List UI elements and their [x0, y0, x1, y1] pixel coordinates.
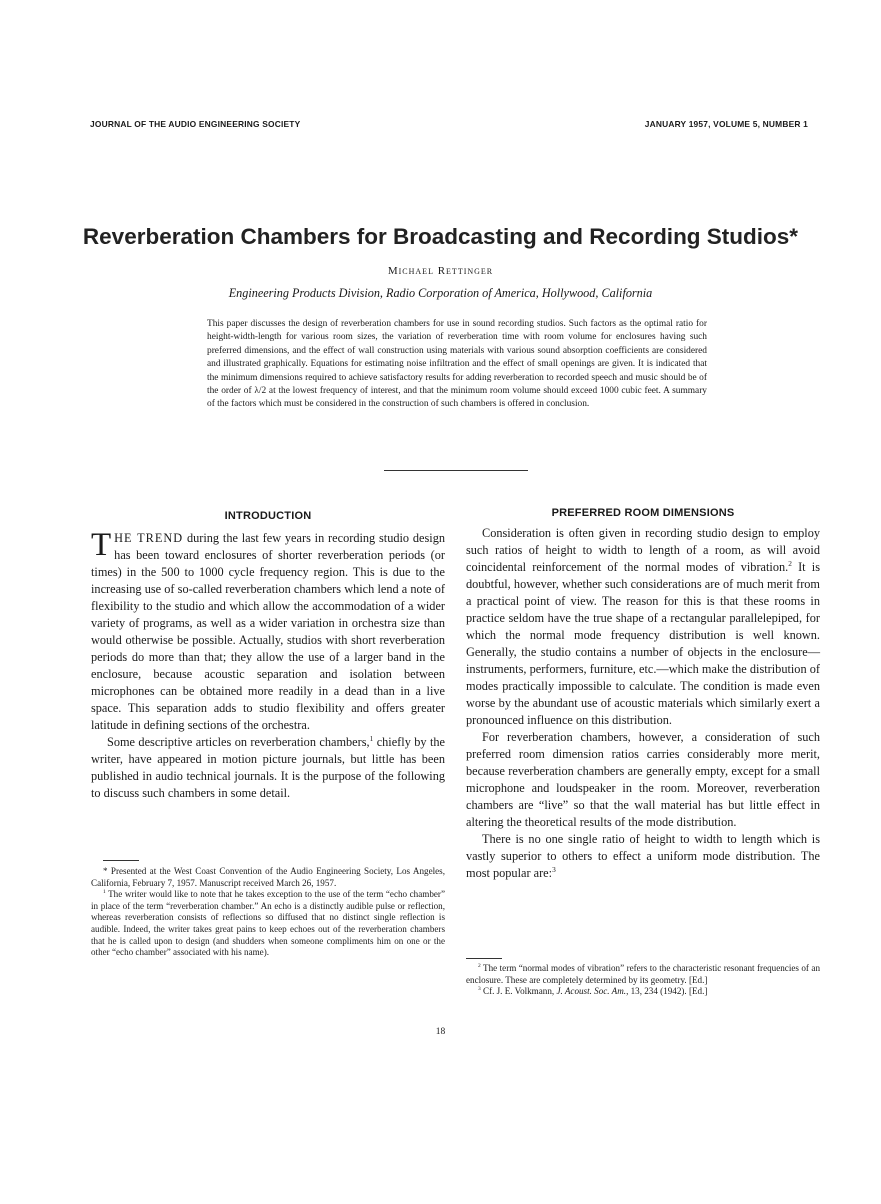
dimensions-paragraph-3: There is no one single ratio of height to width to length which is vastly superior to others to effect a uniform mode distribution. The most popular are:$^3$ — [466, 832, 820, 880]
footnote-2: $^2$ The term “normal modes of vibration” refers to the characteristic resonant frequencies of an enclosure. These are completely determined by its geometry. [Ed.] — [466, 962, 820, 985]
abstract: This paper discusses the design of reverberation chambers for use in sound recording studios. Such factors as the optimal ratio for height-width-length for various room sizes, the variation of reverberation time with room volume for enclosures having such preferred dimensions, and the effect of wall construction using materials with various sound absorption coefficients are considered and illustrated graphically. Equations for estimating noise infiltration and the effect of small openings are given. It is indicated that the minimum dimensions required to achieve satisfactory results for adding reverberation to recorded speech and music should be of the order of λ/2 at the lowest frequency of interest, and that the minimum room volume should exceed 1000 cubic feet. A summary of the factors which must be considered in the construction of such chambers is offered in conclusion. — [207, 319, 707, 410]
footnote-star: * Presented at the West Coast Convention of the Audio Engineering Society, Los Angeles, California, February 7, 1957. Manuscript received March 26, 1957. — [91, 866, 445, 888]
section-heading-preferred-room-dimensions: PREFERRED ROOM DIMENSIONS — [551, 507, 735, 519]
dimensions-paragraph-2: For reverberation chambers, however, a consideration of such preferred room dimension ratios carries considerably more merit, because reverberation chambers are generally empty, except for a small microphone and loudspeaker in the room. Moreover, reverberation chambers are “live” so that the wall material has but little effect in altering the theoretical results of the mode distribution. — [466, 730, 820, 829]
paper-title: Reverberation Chambers for Broadcasting and Recording Studios* — [82, 224, 799, 249]
footnote-rule-left — [103, 860, 139, 861]
page-number: 18 — [435, 1027, 446, 1037]
footnote-1: $^1$ The writer would like to note that he takes exception to the use of the term “echo chamber” in place of the term “reverberation chamber.” An echo is a distinctly audible pulse or reflection, whereas reverberation consists of reflections so diffused that no distinct single reflection is audible. Indeed, the writer takes great pains to keep echoes out of the reverberation chambers that he is called upon to design (and shudders when someone compliments him on one or the other “echo chamber” associated with his name). — [91, 889, 445, 958]
intro-paragraph-1 — [91, 527, 445, 734]
footnote-ref-2: 2 — [788, 558, 792, 568]
right-column-body — [466, 525, 820, 882]
author-affiliation: Engineering Products Division, Radio Corporation of America, Hollywood, California — [228, 286, 653, 300]
running-header-issue: JANUARY 1957, VOLUME 5, NUMBER 1 — [644, 119, 808, 129]
left-column-body — [91, 527, 445, 802]
footnote-ref-3: 3 — [552, 864, 556, 874]
footnote-ref-1: 1 — [369, 733, 374, 743]
journal-name: J. Acoust. Soc. Am. — [556, 986, 627, 997]
footnote-3: $^3$ Cf. J. E. Volkmann, J. Acoust. Soc. Am., 13, 234 (1942). [Ed.] — [478, 986, 708, 997]
intro-paragraph-1-text: during the last few years in recording studio design has been toward enclosures of shorter reverberation periods (or times) in the 500 to 1000 cycle frequency region. This is due to the increasing use of so-called reverberation chambers which lend a note of flexibility to the studio and which allow the accommodation of a wider variety of programs, as well as a wider variation in orchestra size than would otherwise be possible. Actually, studios with short reverberation periods do more than that; they allow the use of a larger band in the enclosure, because acoustic separation and isolation between microphones can be obtained more readily in a dead than in a live space. This separation adds to studio flexibility and offers greater latitude in defining sections of the orchestra. — [91, 531, 445, 732]
abstract-divider — [384, 470, 528, 471]
drop-cap: T — [91, 527, 112, 563]
right-footnotes — [466, 963, 820, 998]
footnote-rule-right — [466, 958, 502, 959]
left-footnotes — [91, 866, 445, 959]
intro-paragraph-2: Some descriptive articles on reverberation chambers,$^1$ chiefly by the writer, have appeared in motion picture journals, but little has been published in audio technical journals. It is the purpose of the following to discuss such chambers in some detail. — [91, 733, 445, 800]
dimensions-paragraph-1: Consideration is often given in recording studio design to employ such ratios of height to width to length of a room, as will avoid coincidental reinforcement of the normal modes of vibration.$^2$ It is doubtful, however, whether such considerations are of much merit from a practical point of view. The reason for this is that these rooms in practice seldom have the true shape of a rectangular parallelepiped, for which the normal mode frequency distribution is well known. Generally, the studio contains a number of objects in the enclosure—instruments, performers, furniture, etc.—which make the distribution of modes practically impossible to calculate. The condition is made even worse by the abundant use of acoustic materials which similarly exert a pronounced influence on this distribution. — [466, 526, 820, 727]
lead-words: HE TREND — [114, 531, 184, 545]
author-name: Michael Rettinger — [387, 265, 494, 277]
running-header-journal: JOURNAL OF THE AUDIO ENGINEERING SOCIETY — [90, 119, 301, 129]
section-heading-introduction: INTRODUCTION — [224, 510, 312, 522]
